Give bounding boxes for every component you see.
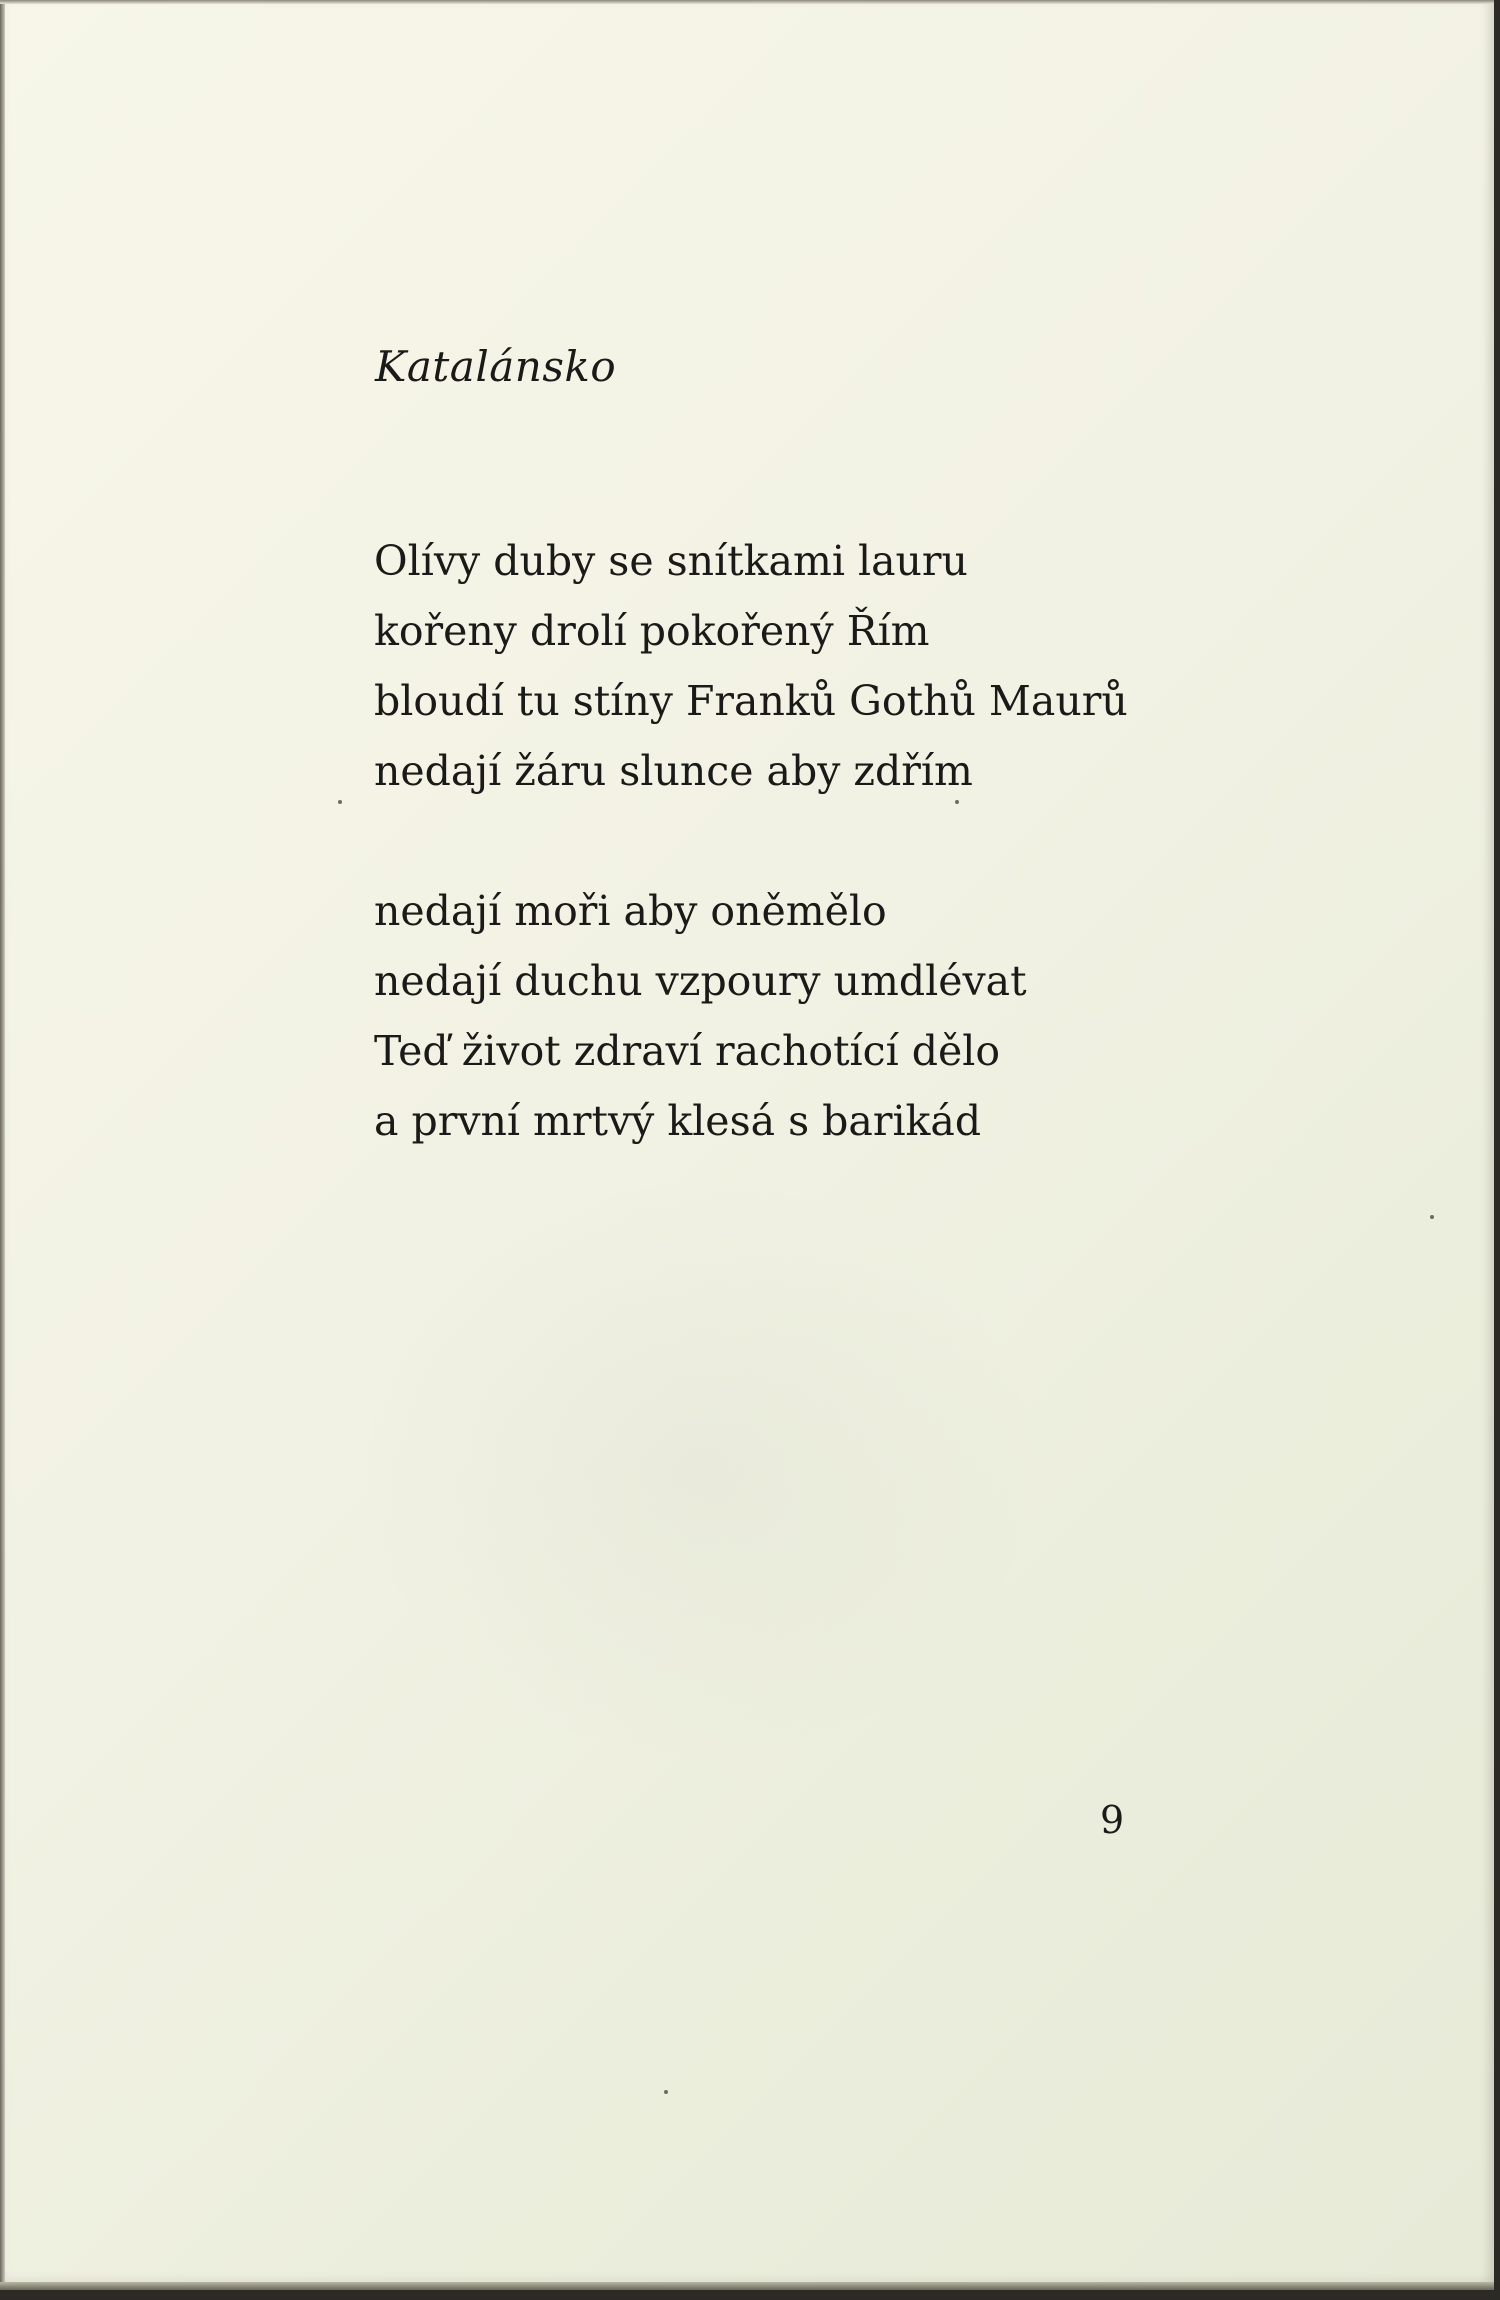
page-number: 9 (1100, 1798, 1125, 1842)
paper-speck (1430, 1215, 1434, 1219)
poem-line: nedají duchu vzpoury umdlévat (374, 957, 1027, 1005)
poem-line: kořeny drolí pokořený Řím (374, 607, 930, 655)
page-bottom-edge (0, 2282, 1494, 2290)
poem-line: nedají moři aby oněmělo (374, 887, 887, 935)
poem-line: bloudí tu stíny Franků Gothů Maurů (374, 677, 1128, 725)
poem-line: a první mrtvý klesá s barikád (374, 1097, 982, 1145)
poem-line: Teď život zdraví rachotící dělo (374, 1027, 1001, 1075)
page-top-edge (0, 0, 1494, 4)
show-through-shadow (350, 1170, 1050, 1770)
poem-title: Katalánsko (375, 342, 617, 391)
paper-speck (664, 2090, 668, 2094)
poem-stanza-1 (374, 526, 1374, 806)
paper-speck (338, 800, 342, 804)
poem-line: Olívy duby se snítkami lauru (374, 537, 968, 585)
poem-line: nedají žáru slunce aby zdřím (374, 747, 973, 795)
page-left-edge (0, 0, 5, 2290)
poem-stanza-2 (374, 876, 1374, 1156)
poem-body (374, 526, 1374, 1226)
